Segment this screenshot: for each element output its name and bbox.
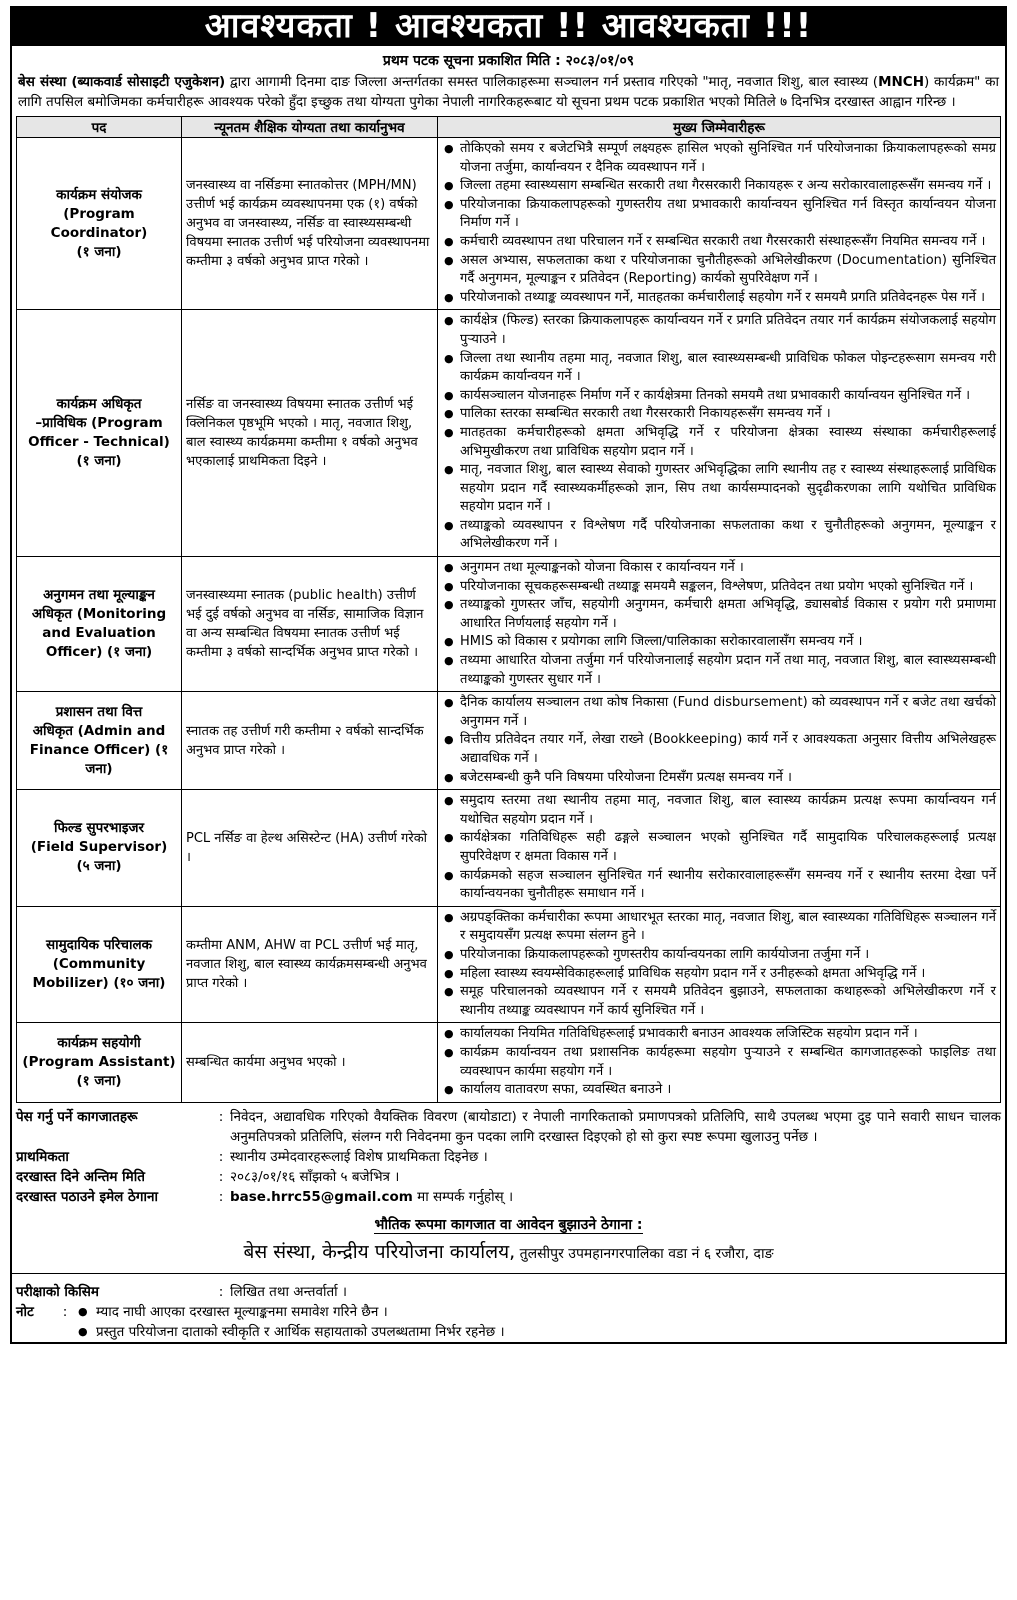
exam-text: लिखित तथा अन्तर्वार्ता । <box>230 1283 348 1300</box>
exam-label: परीक्षाको किसिम <box>16 1283 99 1300</box>
responsibility-item: ● पालिका स्तरका सम्बन्धित सरकारी तथा गैरसरकारी निकायहरूसँग समन्वय गर्ने । <box>442 405 996 424</box>
responsibility-item: ● कार्यालयका नियमित गतिविधिहरूलाई प्रभावकारी बनाउन आवश्यक लजिस्टिक सहयोग प्रदान गर्ने । <box>442 1025 996 1044</box>
table-row <box>17 906 1001 1023</box>
post-title-line: Officer - Technical) <box>28 434 170 451</box>
responsibilities-cell <box>438 310 1001 557</box>
responsibility-item: ● समूह परिचालनको व्यवस्थापन गर्ने र समयमै प्रतिवेदन बुझाउने, सफलताका कथाहरूको अभिलेखीकरण गर्ने र स्थानीय तथ्याङ्क व्यवस्थापन गर्ने कार्य सुनिश्चित गर्ने । <box>442 983 996 1020</box>
publication-date-line: प्रथम पटक सूचना प्रकाशित मिति : २०८३/०१/०९ <box>382 53 635 69</box>
divider <box>12 1273 1005 1274</box>
deadline-text: २०८३/०१/१६ साँझको ५ बजेभित्र । <box>230 1168 400 1185</box>
responsibility-item: ● जिल्ला तहमा स्वास्थ्यसाग सम्बन्धित सरकारी तथा गैरसरकारी निकायहरू र अन्य सरोकारवालाहरूसँग समन्वय गर्ने । <box>442 177 996 196</box>
responsibility-item: ● समुदाय स्तरमा तथा स्थानीय तहमा मातृ, नवजात शिशु, बाल स्वास्थ्य कार्यक्रम प्रत्यक्ष रूपमा कार्यान्वयन गर्न यथोचित सहयोग प्रदान गर्ने । <box>442 792 996 829</box>
header-responsibilities: मुख्य जिम्मेवारीहरू <box>438 117 1001 138</box>
responsibilities-cell <box>438 557 1001 692</box>
table-body <box>17 138 1001 1103</box>
post-title-line: कार्यक्रम अधिकृत <box>56 396 142 413</box>
responsibility-item: ● जिल्ला तथा स्थानीय तहमा मातृ, नवजात शिशु, बाल स्वास्थ्यसम्बन्धी प्राविधिक फोकल पोइन्टहरूसाग समन्वय गरी कार्यक्रम कार्यान्वयन गर्ने । <box>442 350 996 387</box>
post-title-line: फिल्ड सुपरभाइजर <box>53 820 145 837</box>
post-title-line: कार्यक्रम सहयोगी <box>57 1035 141 1051</box>
responsibilities-cell <box>438 906 1001 1023</box>
post-cell <box>17 557 182 692</box>
qualification-cell: सम्बन्धित कार्यमा अनुभव भएको । <box>182 1023 438 1102</box>
responsibility-item: ● बजेटसम्बन्धी कुनै पनि विषयमा परियोजना टिमसँग प्रत्यक्ष समन्वय गर्ने । <box>442 769 996 788</box>
post-cell <box>17 310 182 557</box>
email-label: दरखास्त पठाउने इमेल ठेगाना <box>16 1188 158 1205</box>
responsibility-item: ● तथ्याङ्कको व्यवस्थापन र विश्लेषण गर्दै परियोजनाका सफलताका कथा र चुनौतीहरूको अनुगमन, मूल्याङ्कन र अभिलेखीकरण गर्ने । <box>442 517 996 554</box>
responsibility-list <box>442 312 996 554</box>
qualification-cell: PCL नर्सिङ वा हेल्थ असिस्टेन्ट (HA) उत्तीर्ण गरेको । <box>182 790 438 907</box>
vacancy-table <box>16 116 1001 1103</box>
note-item: ● म्याद नाघी आएका दरखास्त मूल्याङ्कनमा समावेश गरिने छैन । <box>74 1302 1001 1322</box>
post-title-line: (१ जना) <box>76 1073 122 1089</box>
post-title-line: अधिकृत (Monitoring <box>31 606 167 623</box>
responsibility-item: ● कर्मचारी व्यवस्थापन तथा परिचालन गर्ने र सम्बन्धित सरकारी तथा गैरसरकारी संस्थाहरूसँग नियमित समन्वय गर्ने । <box>442 233 996 252</box>
post-title-line: (१ जना) <box>76 243 122 260</box>
post-title-line: –प्राविधिक (Program <box>35 415 163 432</box>
responsibility-item: ● परियोजनाका सूचकहरूसम्बन्धी तथ्याङ्क समयमै सङ्कलन, विश्लेषण, प्रतिवेदन तथा प्रयोग भएको सुनिश्चित गर्ने । <box>442 578 996 597</box>
responsibility-item: ● परियोजनाका क्रियाकलापहरूको गुणस्तरीय कार्यान्वयनका लागि कार्ययोजना तर्जुमा गर्ने । <box>442 946 996 965</box>
responsibility-item: ● कार्यक्रम कार्यान्वयन तथा प्रशासनिक कार्यहरूमा सहयोग पुर्‍याउने र सम्बन्धित कागजातहरूको फाइलिङ तथा व्यवस्थापन कार्यमा सहयोग गर्ने । <box>442 1044 996 1081</box>
post-title-line: and Evaluation <box>42 625 156 642</box>
publication-date: २०८३/०१/०९ <box>565 53 635 69</box>
responsibility-item: ● तोकिएको समय र बजेटभित्रै सम्पूर्ण लक्ष्यहरू हासिल भएको सुनिश्चित गर्न परियोजनाका क्रियाकलापहरूको समग्र योजना तर्जुमा, कार्यान्वयन र दैनिक व्यवस्थापन गर्ने । <box>442 140 996 177</box>
intro-text-1: द्वारा आगामी दिनमा दाङ जिल्ला अन्तर्गतका समस्त पालिकाहरूमा सञ्चालन गर्न प्रस्ताव गरिएको "मातृ, नवजात शिशु, बाल स्वास्थ्य ( <box>225 74 879 90</box>
header-qualification: न्यूनतम शैक्षिक योग्यता तथा कार्यानुभव <box>182 117 438 138</box>
post-title-line: (Program <box>63 205 135 222</box>
responsibility-item: ● कार्यालय वातावरण सफा, व्यवस्थित बनाउने । <box>442 1081 996 1100</box>
responsibility-item: ● कार्यसञ्चालन योजनाहरू निर्माण गर्ने र कार्यक्षेत्रमा तिनको समयमै तथा प्रभावकारी कार्यान्वयन सुनिश्चित गर्ने । <box>442 387 996 406</box>
note-list <box>74 1302 1001 1342</box>
documents-text: निवेदन, अद्यावधिक गरिएको वैयक्तिक विवरण (बायोडाटा) र नेपाली नागरिकताको प्रमाणपत्रको प्रतिलिपि, साथै उपलब्ध भएमा दुइ पाने सवारी साधन चालक अनुमतिपत्रको प्रतिलिपि, संलग्न गरी निवेदनमा कुन पदका लागि दरखास्त दिइएको हो सो कुरा स्पष्ट रूपमा खुलाउनु पर्नेछ । <box>230 1108 1001 1145</box>
responsibility-item: ● मातहतका कर्मचारीहरूको क्षमता अभिवृद्धि गर्ने र परियोजना क्षेत्रका स्वास्थ्य संस्थाका कर्मचारीहरूलाई अभिमुखीकरण तथा प्राविधिक सहयोग प्रदान गर्ने । <box>442 424 996 461</box>
post-cell <box>17 138 182 310</box>
table-row <box>17 790 1001 907</box>
responsibility-item: ● कार्यक्रमको सहज सञ्चालन सुनिश्चित गर्न स्थानीय सरोकारवालाहरूसँग समन्वय गर्ने र स्थानीय स्तरमा देखा पर्ने कार्यान्वयनका चुनौतीहरू समाधान गर्ने । <box>442 867 996 904</box>
post-title-line: (५ जना) <box>76 858 122 875</box>
post-title-line: Mobilizer) (१० जना) <box>32 975 166 992</box>
intro-text-2: ) कार्यक्रम" का लागि तपसिल बमोजिमका कर्मचारीहरू आवश्यक परेको हुँदा इच्छुक तथा योग्यता पुगेका नेपाली नागरिकहरूबाट यो सूचना प्रथम पटक प्रकाशित भएको मितिले ७ दिनभित्र दरखास्त आह्वान गरिन्छ । <box>18 74 1000 110</box>
post-title-line: (Community <box>52 956 146 973</box>
office-name: बेस संस्था, केन्द्रीय परियोजना कार्यालय, <box>243 1240 516 1263</box>
exam-section <box>16 1282 1001 1342</box>
responsibilities-cell <box>438 1023 1001 1102</box>
vacancy-banner: आवश्यकता ! आवश्यकता !! आवश्यकता !!! <box>10 6 1007 46</box>
documents-label: पेस गर्नु पर्ने कागजातहरू <box>16 1108 138 1125</box>
responsibility-list <box>442 694 996 787</box>
responsibility-item: ● परियोजनाका क्रियाकलापहरूको गुणस्तरीय तथा प्रभावकारी कार्यान्वयन सुनिश्चित गर्न विस्तृत कार्यान्वयन योजना निर्माण गर्ने । <box>442 196 996 233</box>
post-title-line: सामुदायिक परिचालक <box>45 937 153 954</box>
responsibility-item: ● वित्तीय प्रतिवेदन तयार गर्ने, लेखा राख्ने (Bookkeeping) कार्य गर्ने र आवश्यकता अनुसार वित्तीय अभिलेखहरू अद्यावधिक गर्ने । <box>442 731 996 768</box>
responsibility-list <box>442 792 996 904</box>
address-heading: भौतिक रूपमा कागजात वा आवेदन बुझाउने ठेगाना : <box>374 1216 643 1233</box>
note-row: नोट : ● म्याद नाघी आएका दरखास्त मूल्याङ्कनमा समावेश गरिने छैन । ● प्रस्तुत परियोजना दाताको स्वीकृति र आर्थिक सहायताको उपलब्धतामा निर्भर रहनेछ । <box>16 1302 1001 1342</box>
email-row: दरखास्त पठाउने इमेल ठेगाना : base.hrrc55@gmail.com मा सम्पर्क गर्नुहोस् । <box>16 1188 514 1205</box>
post-title-line: Officer) (१ जना) <box>45 644 153 661</box>
table-row <box>17 692 1001 790</box>
application-details <box>16 1107 1001 1207</box>
post-title-line: कार्यक्रम संयोजक <box>56 186 142 203</box>
responsibility-list <box>442 140 996 307</box>
post-title-line: (Field Supervisor) <box>30 839 168 856</box>
deadline-label: दरखास्त दिने अन्तिम मिति <box>16 1168 145 1185</box>
note-label: नोट <box>16 1303 34 1320</box>
responsibility-item: ● कार्यक्षेत्र (फिल्ड) स्तरका क्रियाकलापहरू कार्यान्वयन गर्ने र प्रगति प्रतिवेदन तयार गर्न कार्यक्रम संयोजकलाई सहयोग पुर्‍याउने । <box>442 312 996 349</box>
documents-row: पेस गर्नु पर्ने कागजातहरू : निवेदन, अद्यावधिक गरिएको वैयक्तिक विवरण (बायोडाटा) र नेपाली नागरिकताको प्रमाणपत्रको प्रतिलिपि, साथै उपलब्ध भएमा दुइ पाने सवारी साधन चालक अनुमतिपत्रको प्रतिलिपि, संलग्न गरी निवेदनमा कुन पदका लागि दरखास्त दिइएको हो सो कुरा स्पष्ट रूपमा खुलाउनु पर्नेछ । <box>16 1108 1001 1145</box>
post-title-line: जना) <box>85 760 113 777</box>
responsibility-item: ● मातृ, नवजात शिशु, बाल स्वास्थ्य सेवाको गुणस्तर अभिवृद्धिका लागि स्थानीय तह र स्वास्थ्य संस्थाहरूलाई प्राविधिक सहयोग प्रदान गर्दै स्वास्थ्यकर्मीहरूको ज्ञान, सिप तथा कार्यसम्पादनको सुदृढीकरणका लागि यथोचित प्राविधिक सहयोग प्रदान गर्ने । <box>442 461 996 517</box>
responsibilities-cell <box>438 138 1001 310</box>
responsibilities-cell <box>438 790 1001 907</box>
post-title-line: (Program Assistant) <box>22 1054 176 1070</box>
responsibilities-cell <box>438 692 1001 790</box>
responsibility-item: ● असल अभ्यास, सफलताका कथा र परियोजनाका चुनौतीहरूको अभिलेखीकरण (Documentation) सुनिश्चित गर्दै अनुगमन, मूल्याङ्कन र प्रतिवेदन (Reporting) कार्यको सुपरिवेक्षण गर्ने । <box>442 252 996 289</box>
post-cell <box>17 790 182 907</box>
post-cell <box>17 692 182 790</box>
responsibility-item: ● अनुगमन तथा मूल्याङ्कनको योजना विकास र कार्यान्वयन गर्ने । <box>442 559 996 578</box>
note-item: ● प्रस्तुत परियोजना दाताको स्वीकृति र आर्थिक सहायताको उपलब्धतामा निर्भर रहनेछ । <box>74 1322 1001 1342</box>
post-cell <box>17 906 182 1023</box>
post-title-line: Coordinator) <box>50 224 148 241</box>
office-location: तुलसीपुर उपमहानगरपालिका वडा नं ६ रजौरा, दाङ <box>515 1245 774 1262</box>
qualification-cell: जनस्वास्थ्यमा स्नातक (public health) उत्तीर्ण भई दुई वर्षको अनुभव वा नर्सिङ, सामाजिक विज्ञान वा अन्य सम्बन्धित विषयमा स्नातक उत्तीर्ण भई कम्तीमा ३ वर्षको सान्दर्भिक अनुभव प्राप्त गरेको । <box>182 557 438 692</box>
responsibility-item: ● HMIS को विकास र प्रयोगका लागि जिल्ला/पालिकाका सरोकारवालासँग समन्वय गर्ने । <box>442 633 996 652</box>
qualification-cell: स्नातक तह उत्तीर्ण गरी कम्तीमा २ वर्षको सान्दर्भिक अनुभव प्राप्त गरेको । <box>182 692 438 790</box>
qualification-cell: कम्तीमा ANM, AHW वा PCL उत्तीर्ण भई मातृ, नवजात शिशु, बाल स्वास्थ्य कार्यक्रमसम्बन्धी अनुभव प्राप्त गरेको । <box>182 906 438 1023</box>
post-title-line: अधिकृत (Admin and <box>32 722 166 739</box>
responsibility-list <box>442 1025 996 1099</box>
responsibility-item: ● महिला स्वास्थ्य स्वयम्सेविकाहरूलाई प्राविधिक सहयोग प्रदान गर्ने र उनीहरूको क्षमता अभिवृद्धि गर्ने । <box>442 965 996 984</box>
responsibility-item: ● दैनिक कार्यालय सञ्चालन तथा कोष निकासा (Fund disbursement) को व्यवस्थापन गर्ने र बजेट तथा खर्चको अनुगमन गर्ने । <box>442 694 996 731</box>
table-row <box>17 138 1001 310</box>
table-row <box>17 1023 1001 1102</box>
notice-frame <box>10 46 1007 1344</box>
table-row <box>17 557 1001 692</box>
priority-row: प्राथमिकता : स्थानीय उम्मेदवारहरूलाई विशेष प्राथमिकता दिइनेछ । <box>16 1147 1001 1167</box>
post-cell <box>17 1023 182 1102</box>
publication-label: प्रथम पटक सूचना प्रकाशित मिति <box>382 53 551 69</box>
responsibility-item: ● कार्यक्षेत्रका गतिविधिहरू सही ढङ्गले सञ्चालन भएको सुनिश्चित गर्दै सामुदायिक परिचालकहरूलाई प्रत्यक्ष सुपरिवेक्षण र क्षमता विकास गर्ने । <box>442 829 996 866</box>
exam-row: परीक्षाको किसिम : लिखित तथा अन्तर्वार्ता । <box>16 1282 1001 1302</box>
post-title-line: प्रशासन तथा वित्त <box>55 703 143 720</box>
responsibility-item: ● तथ्यमा आधारित योजना तर्जुमा गर्न परियोजनालाई सहयोग प्रदान गर्ने तथा मातृ, नवजात शिशु, बाल स्वास्थ्यसम्बन्धी तथ्याङ्कको गुणस्तर सुधार गर्ने । <box>442 652 996 689</box>
post-title-line: Finance Officer) (१ <box>29 741 169 758</box>
post-title-line: (१ जना) <box>76 453 122 470</box>
responsibility-item: ● तथ्याङ्कको गुणस्तर जाँच, सहयोगी अनुगमन, कर्मचारी क्षमता अभिवृद्धि, ड्यासबोर्ड विकास र प्रयोग गरी प्रमाणमा आधारित निर्णयलाई सहयोग गर्ने । <box>442 596 996 633</box>
office-address <box>16 1237 1001 1269</box>
priority-text: स्थानीय उम्मेदवारहरूलाई विशेष प्राथमिकता दिइनेछ । <box>230 1148 488 1165</box>
email-suffix: मा सम्पर्क गर्नुहोस् । <box>412 1188 514 1205</box>
mnch-label: MNCH <box>878 74 925 90</box>
qualification-cell: जनस्वास्थ्य वा नर्सिङमा स्नातकोत्तर (MPH/MN) उत्तीर्ण भई कार्यक्रम व्यवस्थापनमा एक (१) वर्षको अनुभव वा जनस्वास्थ्य, नर्सिङ वा स्वास्थ्यसम्बन्धी विषयमा स्नातक उत्तीर्ण भई परियोजना व्यवस्थापनमा कम्तीमा ३ वर्षको अनुभव प्राप्त गरेको । <box>182 138 438 310</box>
post-title-line: अनुगमन तथा मूल्याङ्कन <box>43 587 155 604</box>
intro-paragraph <box>18 72 999 112</box>
responsibility-list <box>442 559 996 689</box>
priority-label: प्राथमिकता <box>16 1148 69 1165</box>
deadline-row: दरखास्त दिने अन्तिम मिति : २०८३/०१/१६ साँझको ५ बजेभित्र । <box>16 1167 1001 1187</box>
responsibility-item: ● परियोजनाको तथ्याङ्क व्यवस्थापन गर्ने, मातहतका कर्मचारीलाई सहयोग गर्ने र समयमै प्रगति प्रतिवेदनहरू पेस गर्ने । <box>442 289 996 308</box>
email-address[interactable]: base.hrrc55@gmail.com <box>230 1188 413 1205</box>
org-name: बेस संस्था (ब्याकवार्ड सोसाइटी एजुकेशन) <box>18 74 226 90</box>
responsibility-item: ● अग्रपङ्क्तिका कर्मचारीका रूपमा आधारभूत स्तरका मातृ, नवजात शिशु, बाल स्वास्थ्यका गतिविधिहरू सञ्चालन गर्ने र समुदायसँग प्रत्यक्ष रूपमा संलग्न हुने । <box>442 909 996 946</box>
table-header-row <box>17 117 1001 138</box>
table-row <box>17 310 1001 557</box>
qualification-cell: नर्सिङ वा जनस्वास्थ्य विषयमा स्नातक उत्तीर्ण भई क्लिनिकल पृष्ठभूमि भएको । मातृ, नवजात शिशु, बाल स्वास्थ्य कार्यक्रममा कम्तीमा १ वर्षको अनुभव भएकालाई प्राथमिकता दिइने । <box>182 310 438 557</box>
header-post: पद <box>17 117 182 138</box>
responsibility-list <box>442 909 996 1021</box>
